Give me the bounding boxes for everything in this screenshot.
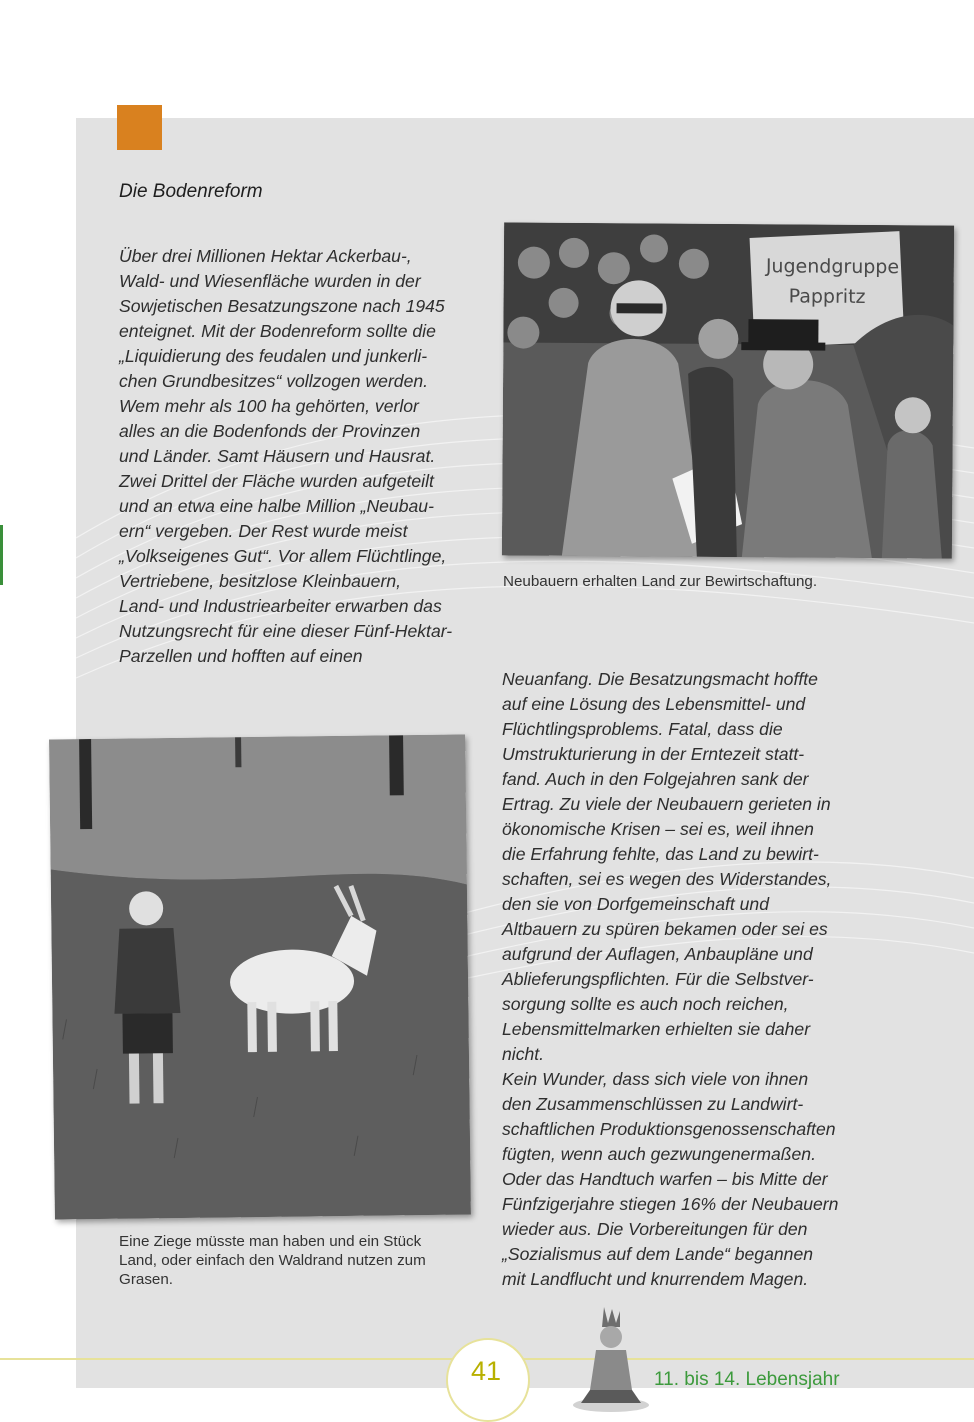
body-text-left-column: Über drei Millionen Hektar Ackerbau-, Wald- und Wiesenfläche wurden in der Sowjetischen Besatzungszone nach 1945 enteignet. Mit der Bodenreform sollte die „Liquidierung des feudalen und junkerli- chen Grundbesitzes“ vollzogen werden. Wem mehr als 100 ha gehörten, verlor alles an die Bodenfonds der Provinzen und Länder. Samt Häusern und Hausrat. Zwei Drittel der Fläche wurden aufgeteilt und an etwa eine halbe Million „Neubau- ern“ vergeben. Der Rest wurde meist „Volkseigenes Gut“. Vor allem Flüchtlinge, Vertriebene, besitzlose Kleinbauern, Land- und Industriearbeiter erwarben das Nutzungsrecht für eine dieser Fünf-Hektar- Parzellen und hofften auf einen xyxy=(119,246,453,666)
margin-marker xyxy=(0,525,3,585)
age-range-label: 11. bis 14. Lebensjahr xyxy=(654,1369,840,1390)
banner-text-line1: Jugendgruppe xyxy=(765,255,900,279)
body-text-right-column: Neuanfang. Die Besatzungsmacht hoffte auf eine Lösung des Lebensmittel- und Flüchtlingsproblems. Fatal, dass die Umstrukturierung in der Erntezeit statt- fand. Auch in den Folgejahren sank der Ertrag. Zu viele der Neubauern gerieten in ökonomische Krisen – sei es, weil ihnen die Erfahrung fehlte, das Land zu bewirt- schaften, sei es wegen des Widerstandes, den sie von Dorfgemeinschaft und Altbauern zu spüren bekamen oder sei es aufgrund der Auflagen, Anbaupläne und Ablieferungspflichten. Für die Selbstver- sorgung sollte es auch noch reichen, Lebensmittelmarken erhielten sie daher nicht. Kein Wunder, dass sich viele von ihnen den Zusammenschlüssen zu Landwirt- schaftlichen Produktionsgenossenschaften fügten, wenn auch gezwungenermaßen. Oder das Handtuch warfen – bis Mitte der Fünfzigerjahre stiegen 16% der Neubauern wieder aus. Die Vorbereitungen für den „Sozialismus auf dem Lande“ begannen mit Landflucht und knurrendem Magen. xyxy=(502,669,839,1289)
photo-caption-neubauern: Neubauern erhalten Land zur Bewirtschaftung. xyxy=(503,573,818,590)
photo-neubauern xyxy=(502,222,954,558)
banner-text-line2: Pappritz xyxy=(788,285,866,308)
child-figure-icon xyxy=(566,1305,656,1415)
photo-goat xyxy=(49,734,471,1219)
section-heading: Die Bodenreform xyxy=(119,181,263,202)
page-number: 41 xyxy=(470,1356,502,1386)
accent-square xyxy=(117,105,162,150)
photo-caption-goat: Eine Ziege müsste man haben und ein Stück Land, oder einfach den Waldrand nutzen zum Grasen. xyxy=(119,1233,426,1288)
